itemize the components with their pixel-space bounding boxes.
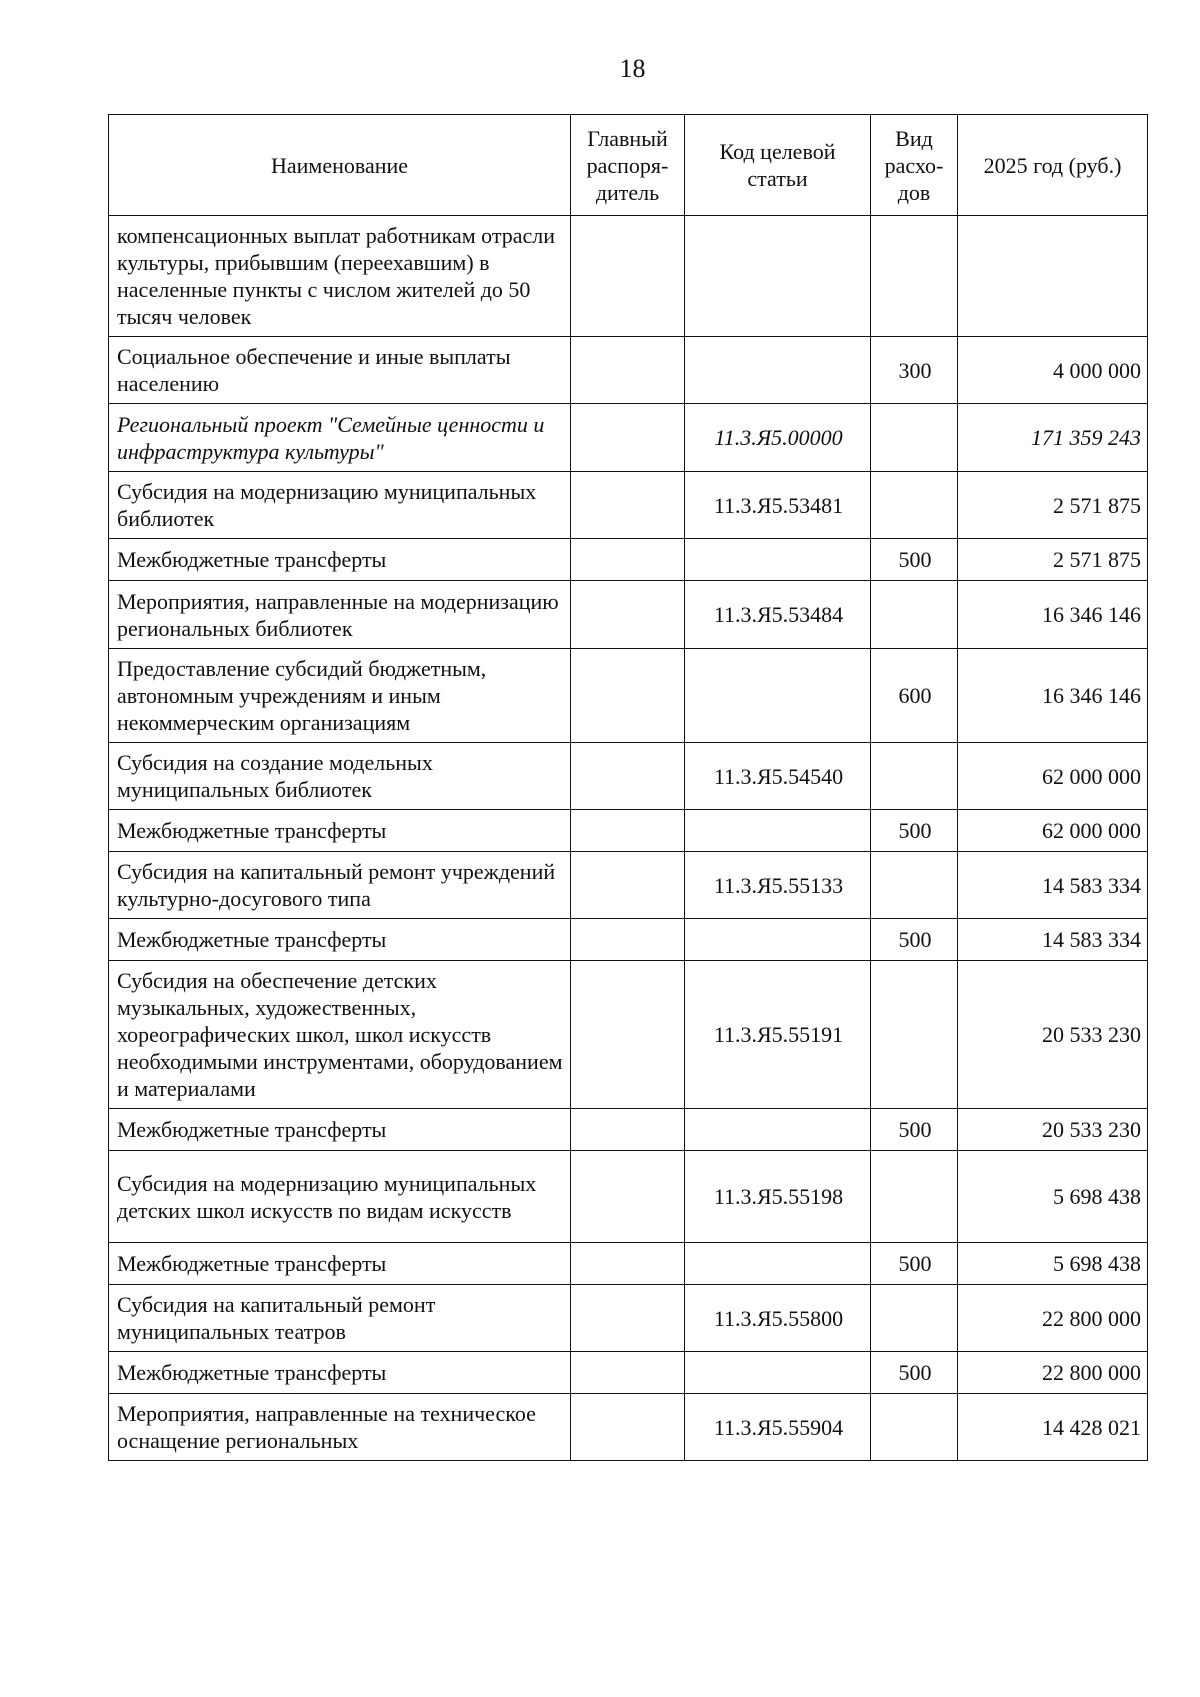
cell-kind: 600 — [871, 649, 958, 743]
cell-name: Предоставление субсидий бюджетным, автономным учреждениям и иным некоммерческим организациям — [109, 649, 571, 743]
table-header-row — [109, 115, 1148, 216]
cell-kind: 500 — [871, 810, 958, 852]
cell-name: Межбюджетные трансферты — [109, 539, 571, 581]
cell-name: Субсидия на модернизацию муниципальных библиотек — [109, 472, 571, 539]
cell-admin — [571, 919, 685, 961]
cell-kind — [871, 216, 958, 337]
budget-table — [108, 114, 1148, 1461]
table-row — [109, 649, 1148, 743]
cell-kind — [871, 961, 958, 1109]
table-row — [109, 216, 1148, 337]
cell-name: Межбюджетные трансферты — [109, 1352, 571, 1394]
page-number: 18 — [619, 54, 646, 83]
cell-amount: 14 428 021 — [958, 1394, 1148, 1461]
cell-name: Межбюджетные трансферты — [109, 919, 571, 961]
cell-code — [685, 1109, 871, 1151]
cell-code: 11.3.Я5.00000 — [685, 404, 871, 472]
cell-admin — [571, 581, 685, 649]
cell-amount: 5 698 438 — [958, 1243, 1148, 1285]
cell-admin — [571, 1394, 685, 1461]
cell-amount: 4 000 000 — [958, 337, 1148, 404]
header-code: Код целевой статьи — [685, 115, 871, 216]
cell-admin — [571, 472, 685, 539]
cell-name: Межбюджетные трансферты — [109, 1109, 571, 1151]
cell-name: Межбюджетные трансферты — [109, 1243, 571, 1285]
cell-name: Субсидия на обеспечение детских музыкальных, художественных, хореографических школ, школ искусств необходимыми инструментами, оборудованием и материалами — [109, 961, 571, 1109]
cell-amount: 2 571 875 — [958, 539, 1148, 581]
cell-name: компенсационных выплат работникам отрасли культуры, прибывшим (переехавшим) в населенные пункты с числом жителей до 50 тысяч человек — [109, 216, 571, 337]
cell-admin — [571, 810, 685, 852]
cell-code — [685, 810, 871, 852]
header-name: Наименование — [109, 115, 571, 216]
table-row — [109, 1394, 1148, 1461]
header-admin: Главный распоря-дитель — [571, 115, 685, 216]
cell-amount: 62 000 000 — [958, 743, 1148, 810]
table-row — [109, 581, 1148, 649]
table-row — [109, 539, 1148, 581]
cell-amount: 14 583 334 — [958, 919, 1148, 961]
cell-admin — [571, 649, 685, 743]
cell-code: 11.3.Я5.54540 — [685, 743, 871, 810]
cell-code — [685, 216, 871, 337]
cell-amount: 20 533 230 — [958, 1109, 1148, 1151]
cell-kind — [871, 1394, 958, 1461]
table-row — [109, 810, 1148, 852]
cell-amount: 16 346 146 — [958, 649, 1148, 743]
cell-admin — [571, 539, 685, 581]
cell-amount: 14 583 334 — [958, 852, 1148, 919]
header-kind: Вид расхо-дов — [871, 115, 958, 216]
cell-amount: 171 359 243 — [958, 404, 1148, 472]
cell-name: Субсидия на модернизацию муниципальных детских школ искусств по видам искусств — [109, 1151, 571, 1243]
table-row — [109, 961, 1148, 1109]
table-row — [109, 743, 1148, 810]
cell-kind — [871, 404, 958, 472]
table-row — [109, 1151, 1148, 1243]
table-row — [109, 404, 1148, 472]
table-row — [109, 472, 1148, 539]
cell-name: Мероприятия, направленные на модернизацию региональных библиотек — [109, 581, 571, 649]
cell-code — [685, 539, 871, 581]
cell-amount: 20 533 230 — [958, 961, 1148, 1109]
table-body — [109, 216, 1148, 1461]
cell-kind — [871, 472, 958, 539]
cell-kind: 500 — [871, 1243, 958, 1285]
cell-code — [685, 919, 871, 961]
cell-amount: 62 000 000 — [958, 810, 1148, 852]
cell-admin — [571, 1352, 685, 1394]
cell-admin — [571, 1243, 685, 1285]
table-row — [109, 1352, 1148, 1394]
table-row — [109, 1285, 1148, 1352]
table-row — [109, 337, 1148, 404]
cell-admin — [571, 337, 685, 404]
cell-amount: 5 698 438 — [958, 1151, 1148, 1243]
cell-admin — [571, 1109, 685, 1151]
cell-admin — [571, 743, 685, 810]
cell-code: 11.3.Я5.55198 — [685, 1151, 871, 1243]
cell-name: Межбюджетные трансферты — [109, 810, 571, 852]
cell-code: 11.3.Я5.55904 — [685, 1394, 871, 1461]
cell-kind — [871, 852, 958, 919]
table-row — [109, 1109, 1148, 1151]
cell-amount — [958, 216, 1148, 337]
cell-admin — [571, 961, 685, 1109]
cell-code: 11.3.Я5.55191 — [685, 961, 871, 1109]
cell-amount: 2 571 875 — [958, 472, 1148, 539]
cell-code — [685, 337, 871, 404]
cell-code — [685, 1243, 871, 1285]
cell-code — [685, 649, 871, 743]
cell-name: Мероприятия, направленные на техническое оснащение региональных — [109, 1394, 571, 1461]
cell-kind — [871, 1285, 958, 1352]
table-row — [109, 852, 1148, 919]
cell-code: 11.3.Я5.53481 — [685, 472, 871, 539]
cell-kind: 500 — [871, 539, 958, 581]
cell-admin — [571, 1151, 685, 1243]
cell-kind — [871, 581, 958, 649]
cell-kind: 500 — [871, 1109, 958, 1151]
cell-amount: 22 800 000 — [958, 1285, 1148, 1352]
cell-kind: 500 — [871, 919, 958, 961]
cell-amount: 16 346 146 — [958, 581, 1148, 649]
table-row — [109, 919, 1148, 961]
cell-name: Субсидия на капитальный ремонт муниципальных театров — [109, 1285, 571, 1352]
cell-admin — [571, 1285, 685, 1352]
cell-kind: 300 — [871, 337, 958, 404]
cell-name: Региональный проект "Семейные ценности и инфраструктура культуры" — [109, 404, 571, 472]
header-amount: 2025 год (руб.) — [958, 115, 1148, 216]
cell-name: Субсидия на капитальный ремонт учреждений культурно-досугового типа — [109, 852, 571, 919]
cell-admin — [571, 852, 685, 919]
cell-kind — [871, 1151, 958, 1243]
cell-admin — [571, 404, 685, 472]
cell-name: Субсидия на создание модельных муниципальных библиотек — [109, 743, 571, 810]
cell-code: 11.3.Я5.55133 — [685, 852, 871, 919]
cell-amount: 22 800 000 — [958, 1352, 1148, 1394]
cell-code — [685, 1352, 871, 1394]
cell-code: 11.3.Я5.53484 — [685, 581, 871, 649]
cell-kind — [871, 743, 958, 810]
cell-code: 11.3.Я5.55800 — [685, 1285, 871, 1352]
cell-admin — [571, 216, 685, 337]
cell-kind: 500 — [871, 1352, 958, 1394]
cell-name: Социальное обеспечение и иные выплаты населению — [109, 337, 571, 404]
table-row — [109, 1243, 1148, 1285]
